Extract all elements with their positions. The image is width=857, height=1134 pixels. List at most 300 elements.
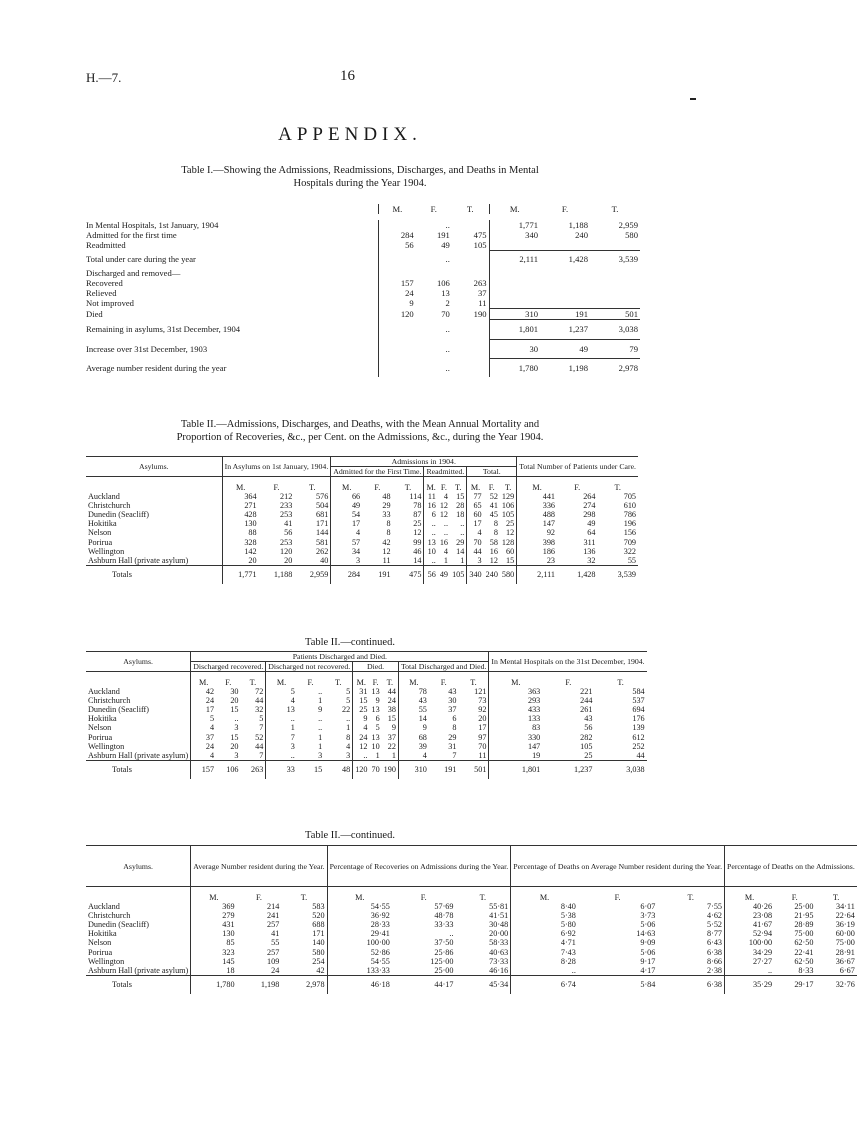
table2c-value: 323 — [191, 948, 237, 957]
table2-value: 49 — [331, 501, 362, 510]
table2c-value: 520 — [312, 911, 325, 921]
table2b-value: 105 — [580, 741, 593, 751]
table2b-value: 31 — [448, 741, 457, 751]
table2-value: 106 — [501, 501, 515, 511]
table1 — [84, 204, 640, 377]
table2c-value: 58·33 — [489, 938, 509, 948]
table2c-mft-head: T. — [479, 893, 487, 902]
page-number: 16 — [340, 68, 355, 84]
table1-value — [379, 339, 416, 358]
table2c-value: 125·00 — [430, 956, 454, 966]
table2b-row — [86, 705, 647, 714]
table2-value: 70 — [467, 538, 484, 547]
table2b-row — [86, 696, 647, 705]
table2b-value: 14 — [398, 714, 428, 723]
table2b-value: .. — [318, 714, 323, 724]
table2b — [86, 651, 647, 779]
table2-value: 11 — [424, 492, 438, 501]
table2b-value: 5 — [259, 714, 264, 724]
table2b-value: 20 — [230, 741, 239, 751]
table1-row-label: Readmitted — [86, 240, 126, 250]
table2c-total-value: 1,198 — [237, 975, 282, 994]
table2-value: 4 — [443, 492, 448, 502]
table2b-value: 10 — [371, 741, 380, 751]
table2c-total-value: 46·18 — [327, 975, 392, 994]
table2b-value: 25 — [584, 750, 593, 760]
table2b-mft-head: T. — [249, 678, 257, 687]
table2b-value: 612 — [632, 732, 645, 742]
table1-col-head: T. — [466, 204, 474, 214]
table2b-value: 5 — [266, 687, 297, 696]
table2c-value: 34·11 — [835, 902, 855, 912]
table2b-total-value: 33 — [266, 760, 297, 779]
table2b-total-value: 191 — [429, 760, 459, 779]
table1-row — [84, 319, 640, 339]
table2-total-value: 191 — [362, 565, 392, 584]
table2-mft-head: T. — [454, 483, 462, 492]
table2-value: 58 — [489, 537, 498, 547]
table1-value: 56 — [379, 240, 416, 250]
table2-value: 581 — [316, 537, 329, 547]
table2c-value: 8·66 — [707, 956, 723, 966]
table2-value: 171 — [316, 519, 329, 529]
table2c-value: 688 — [312, 920, 325, 930]
table2-mft-head: T. — [614, 483, 621, 492]
table1-row-label: Average number resident during the year — [86, 362, 227, 373]
table2-mft-head: M. — [331, 477, 362, 493]
table2c-value: 6·67 — [839, 965, 855, 975]
table2c-head-group: Percentage of Deaths on the Admissions. — [725, 846, 857, 887]
table1-row — [84, 358, 640, 377]
table2b-value: 121 — [474, 687, 487, 697]
table2-asylum-name: Wellington — [88, 546, 125, 556]
table1-col-head: F. — [430, 204, 437, 214]
table2-value: 54 — [331, 510, 362, 519]
table2b-head-sub: Died. — [353, 662, 399, 672]
table2-value: 66 — [331, 492, 362, 501]
table2c-mft-head: M. — [191, 887, 237, 903]
table2-total-value: 1,428 — [557, 565, 597, 584]
table1-value — [416, 268, 452, 278]
table2b-head-row1 — [86, 652, 647, 662]
table2-total-value: 2,959 — [294, 565, 331, 584]
table2c-mft-row — [86, 887, 857, 903]
table2b-mft-head: F. — [372, 678, 379, 687]
table1-row-label: Died — [86, 308, 103, 319]
table2c-value: 369 — [191, 902, 237, 911]
table1-row-label: Remaining in asylums, 31st December, 1904 — [86, 324, 241, 334]
table1-row — [84, 278, 640, 288]
table2-value: 271 — [222, 501, 258, 510]
table2-value: 88 — [222, 528, 258, 537]
table2-mft-head: F. — [440, 483, 447, 492]
table2b-value: 43 — [448, 687, 457, 697]
table2b-row — [86, 687, 647, 696]
table2b-value: 5 — [346, 687, 351, 697]
table2b-value: 43 — [398, 696, 428, 705]
table2-value: 130 — [222, 519, 258, 528]
table2c-value: 145 — [191, 957, 237, 966]
table2c-value: 46·16 — [489, 965, 509, 975]
table2b-value: .. — [318, 723, 323, 733]
table2-head-in-asylums: In Asylums on 1st January, 1904. — [222, 457, 331, 477]
table2c-value: 9·09 — [640, 938, 656, 948]
table1-value: 2,978 — [590, 358, 640, 377]
table1-value — [452, 339, 489, 358]
table2-value: 20 — [222, 556, 258, 566]
table2b-mft-row — [86, 672, 647, 688]
table2c-mft-head: F. — [420, 893, 427, 902]
table2c-value: 75·00 — [794, 929, 814, 939]
table2-value: 12 — [489, 555, 498, 565]
table1-row — [84, 220, 640, 230]
table2b-value: 44 — [636, 750, 645, 760]
table2b-value: 12 — [353, 742, 370, 751]
table2b-value: 83 — [489, 723, 542, 732]
table2b-value: 1 — [318, 696, 323, 706]
table2c-value: 25·00 — [434, 965, 454, 975]
table2b-row — [86, 742, 647, 751]
table1-header-row — [84, 204, 640, 214]
table2-value: 488 — [517, 510, 557, 519]
table2b-value: 7 — [259, 750, 264, 760]
table2c-value: 34·29 — [725, 948, 775, 957]
table2c-value: 109 — [267, 956, 280, 966]
table2c-head-group: Percentage of Deaths on Average Number resident during the Year. — [511, 846, 725, 887]
table2c-value: .. — [511, 966, 578, 976]
table2b-value: 9 — [318, 705, 323, 715]
table2c-value: 21·95 — [794, 911, 814, 921]
table2c-row — [86, 920, 857, 929]
table2-mft-head: T. — [504, 483, 512, 492]
table2c-value: 41 — [271, 929, 280, 939]
table2b-value: 1 — [375, 750, 380, 760]
table2c-value: 4·71 — [511, 938, 578, 947]
table2-asylum-name: Dunedin (Seacliff) — [88, 510, 150, 520]
table1-value: 191 — [540, 308, 590, 319]
table2c-head-group: Average Number resident during the Year. — [191, 846, 327, 887]
table2-value: 60 — [467, 510, 484, 519]
table2-value: 12 — [413, 528, 422, 538]
table1-row-label: Recovered — [86, 278, 123, 288]
table2-mft-head: F. — [374, 483, 381, 492]
table2b-value: 92 — [478, 705, 487, 715]
table1-value: .. — [445, 254, 450, 264]
table2-value: 46 — [413, 546, 422, 556]
table2b-value: 13 — [371, 732, 380, 742]
table1-row-label: Increase over 31st December, 1903 — [86, 343, 208, 354]
table2c-total-value: 29·17 — [774, 975, 815, 994]
table2b-value: 38 — [387, 705, 396, 715]
table2-totals-label: Totals — [86, 565, 222, 584]
table1-value — [379, 220, 416, 230]
table2-value: 196 — [623, 519, 636, 529]
table2-title-line2: Proportion of Recoveries, &c., per Cent. on the Admissions, &c., during the Year 1904. — [176, 432, 544, 443]
table1-row — [84, 230, 640, 240]
table2c-value: 28·33 — [327, 920, 392, 929]
table2-total-value: 1,188 — [259, 565, 295, 584]
table2c-value: 54·55 — [327, 902, 392, 911]
table2c-value: 25·00 — [794, 902, 814, 912]
table2b-value: 4 — [353, 723, 370, 732]
table1-value — [489, 268, 540, 278]
table2b-value: 694 — [632, 705, 645, 715]
table2c-value: 5·80 — [511, 920, 578, 929]
table1-row — [84, 339, 640, 358]
table1-value — [590, 268, 640, 278]
table2-value: 8 — [386, 519, 391, 529]
table2-value: 322 — [623, 546, 636, 556]
table2-value: 786 — [623, 510, 636, 520]
table2b-asylum-name: Auckland — [88, 687, 120, 697]
table1-value — [452, 358, 489, 377]
table2b-value: 7 — [259, 723, 264, 733]
table2b-total-value: 157 — [191, 760, 216, 779]
table2c-mft-head: F. — [614, 893, 621, 902]
table2b-value: 25 — [353, 705, 370, 714]
table2c-asylum-name: Christchurch — [88, 911, 131, 921]
table1-value — [379, 250, 416, 268]
table2b-value: 22 — [342, 705, 351, 715]
table2c-value: 55·81 — [489, 902, 509, 912]
table2-value: 709 — [623, 537, 636, 547]
table1-value: 1,801 — [489, 319, 540, 339]
table1-value: 1,428 — [540, 250, 590, 268]
table2c-value: 85 — [191, 938, 237, 947]
table2b-value: 1 — [266, 723, 297, 732]
table1-value: .. — [445, 362, 450, 373]
table2-value: 1 — [443, 555, 448, 565]
table2-mft-head: T. — [404, 483, 412, 492]
table2c-value: 2·38 — [707, 965, 723, 975]
table2-row — [86, 556, 638, 566]
table2c-value: 214 — [267, 902, 280, 912]
table2b-mft-head: F. — [440, 678, 447, 687]
table2c-mft-head: T. — [300, 893, 308, 902]
table2b-value: 8 — [346, 732, 351, 742]
table2b-blank — [86, 672, 191, 688]
table1-value — [590, 298, 640, 308]
table2b-value: 4 — [191, 751, 216, 761]
table2b-value: .. — [266, 714, 297, 723]
table2c-value: 100·00 — [725, 938, 775, 947]
table1-value: 340 — [489, 230, 540, 240]
table2b-value: 139 — [632, 723, 645, 733]
table1-value: 1,188 — [568, 220, 588, 230]
table2-row — [86, 528, 638, 537]
table2-value: 33 — [382, 510, 391, 520]
table2c-value: 7·55 — [707, 902, 723, 912]
table2c-value: 4·62 — [707, 911, 723, 921]
table2c-value: 6·07 — [640, 902, 656, 912]
table2b-asylum-name: Wellington — [88, 741, 125, 751]
table1-value: .. — [445, 220, 450, 230]
table2b-mft-head: M. — [353, 672, 370, 688]
table2c-value: 62·50 — [794, 956, 814, 966]
table1-title-line1: Table I.—Showing the Admissions, Readmissions, Discharges, and Deaths in Mental — [181, 165, 539, 176]
table2b-value: 1 — [318, 741, 323, 751]
table2-mft-head: M. — [467, 477, 484, 493]
table2c-value: 279 — [191, 911, 237, 920]
table2b-row — [86, 723, 647, 732]
table2c-total-value: 32·76 — [815, 975, 856, 994]
table1-value: 120 — [379, 308, 416, 319]
table2c-value: 583 — [312, 902, 325, 912]
table2b-value: 55 — [398, 705, 428, 714]
table2-value: 17 — [331, 519, 362, 528]
table2c-mft-head: F. — [255, 893, 262, 902]
table2b-value: 4 — [191, 723, 216, 732]
table2-value: .. — [424, 519, 438, 528]
table2b-value: 29 — [448, 732, 457, 742]
table2-value: 18 — [456, 510, 465, 520]
table2-mft-head: M. — [517, 477, 557, 493]
table2b-value: 221 — [580, 687, 593, 697]
table2-value: 57 — [331, 538, 362, 547]
table2-value: 48 — [382, 492, 391, 502]
table1-value: 1,198 — [540, 358, 590, 377]
table2b-value: 56 — [584, 723, 593, 733]
table2-head-row1 — [86, 457, 638, 467]
table2b-value: 30 — [448, 696, 457, 706]
table1-row-label: Admitted for the first time — [86, 230, 177, 240]
table2b-value: 30 — [230, 687, 239, 697]
table2c-value: 8·40 — [511, 902, 578, 911]
table2b-value: 24 — [387, 696, 396, 706]
table2-value: 705 — [623, 492, 636, 502]
table2-value: 41 — [489, 501, 498, 511]
table2c-value: 6·38 — [707, 947, 723, 957]
edge-mark — [690, 98, 696, 100]
table2b-value: 19 — [489, 751, 542, 761]
table2b-value: 24 — [191, 696, 216, 705]
table1-value: 310 — [489, 308, 540, 319]
table2-value: 16 — [489, 546, 498, 556]
appendix-heading: APPENDIX. — [278, 124, 422, 145]
table2c-asylum-name: Hokitika — [88, 929, 117, 939]
table2c-title: Table II.—continued. — [305, 830, 395, 841]
table2-value: .. — [443, 528, 448, 538]
table2-blank — [86, 477, 222, 493]
table2b-value: 52 — [255, 732, 264, 742]
table2-value: .. — [443, 519, 448, 529]
table2-value: 10 — [424, 547, 438, 556]
table2c-value: 5·06 — [640, 947, 656, 957]
table2-value: 55 — [627, 555, 636, 565]
table2-mft-head: F. — [273, 483, 280, 492]
table2-value: .. — [424, 556, 438, 566]
table2c-value: 29·41 — [327, 929, 392, 938]
table2c-value: 5·06 — [640, 920, 656, 930]
table2-value: 28 — [456, 501, 465, 511]
table1-value: .. — [445, 343, 450, 354]
table2-row — [86, 501, 638, 510]
table2c-value: 5·52 — [707, 920, 723, 930]
table2c-value: 130 — [191, 929, 237, 938]
table2c-total-value: 6·74 — [511, 975, 578, 994]
table2c-row — [86, 957, 857, 966]
table1-value — [590, 278, 640, 288]
table2b-value: 1 — [346, 723, 351, 733]
table2b-value: 20 — [230, 696, 239, 706]
table2b-value: 20 — [478, 714, 487, 724]
table2c-value: 23·08 — [725, 911, 775, 920]
table2-value: 45 — [489, 510, 498, 520]
table2-value: 64 — [587, 528, 596, 538]
table2-value: 78 — [413, 501, 422, 511]
table2-value: 25 — [506, 519, 515, 529]
table2c-value: 52·94 — [725, 929, 775, 938]
table2-value: 87 — [413, 510, 422, 520]
table2-value: 504 — [316, 501, 329, 511]
table2-mft-head: M. — [424, 477, 438, 493]
table2-value: 398 — [517, 538, 557, 547]
table2c-row — [86, 902, 857, 911]
table2-asylum-name: Auckland — [88, 492, 120, 502]
table2b-value: 282 — [580, 732, 593, 742]
table2b-head-asylums: Asylums. — [86, 652, 191, 672]
table2-value: 65 — [467, 501, 484, 510]
table2-head-sub: Readmitted. — [424, 467, 467, 477]
table2-value: 610 — [623, 501, 636, 511]
table1-col-head: F. — [561, 204, 569, 214]
table2c-value: 171 — [312, 929, 325, 939]
table2b-total-value: 1,237 — [542, 760, 594, 779]
table1-value — [540, 240, 590, 250]
table1-title — [60, 164, 660, 190]
table1-value: 37 — [477, 288, 487, 298]
table2c-value: 3·73 — [640, 911, 656, 921]
table2-value: 12 — [506, 528, 515, 538]
table2b-value: 15 — [387, 714, 396, 724]
table2c-total-value: 2,978 — [281, 975, 327, 994]
table1-value: 70 — [441, 308, 450, 319]
table2c-asylum-name: Dunedin (Seacliff) — [88, 920, 150, 930]
table2b-title: Table II.—continued. — [305, 637, 395, 648]
table2b-value: 44 — [255, 696, 264, 706]
table2c-total-value: 5·84 — [578, 975, 658, 994]
table2c-value: 254 — [312, 956, 325, 966]
table2c-value: 580 — [312, 947, 325, 957]
table2-total-value: 475 — [393, 565, 424, 584]
table1-value: 9 — [379, 298, 416, 308]
table2c-head-group: Percentage of Recoveries on Admissions during the Year. — [327, 846, 511, 887]
table2c-mft-head: M. — [725, 887, 775, 903]
table2b-total-value: 190 — [382, 760, 399, 779]
table1-value: 24 — [379, 288, 416, 298]
table2c-row — [86, 948, 857, 957]
table2c-mft-head: M. — [327, 887, 392, 903]
table1-value — [452, 220, 489, 230]
table2b-mft-head: T. — [470, 678, 477, 687]
table1-value: 30 — [489, 339, 540, 358]
table2-value: 44 — [467, 547, 484, 556]
table2c-total-value: 1,780 — [191, 975, 237, 994]
table2b-asylum-name: Hokitika — [88, 714, 117, 724]
table1-row — [84, 240, 640, 250]
table2-title-line1: Table II.—Admissions, Discharges, and Deaths, with the Mean Annual Mortality and — [180, 419, 540, 430]
table2b-mft-head: T. — [386, 678, 394, 687]
table2-value: 128 — [501, 537, 515, 547]
table2-value: 336 — [517, 501, 557, 510]
table2-value: 233 — [280, 501, 293, 511]
table1-value — [489, 278, 540, 288]
table2-value: 14 — [456, 546, 465, 556]
table1-value — [379, 319, 416, 339]
table2c-value: 24 — [271, 965, 280, 975]
table2c-value: 42 — [316, 965, 325, 975]
table2-value: 441 — [517, 492, 557, 501]
